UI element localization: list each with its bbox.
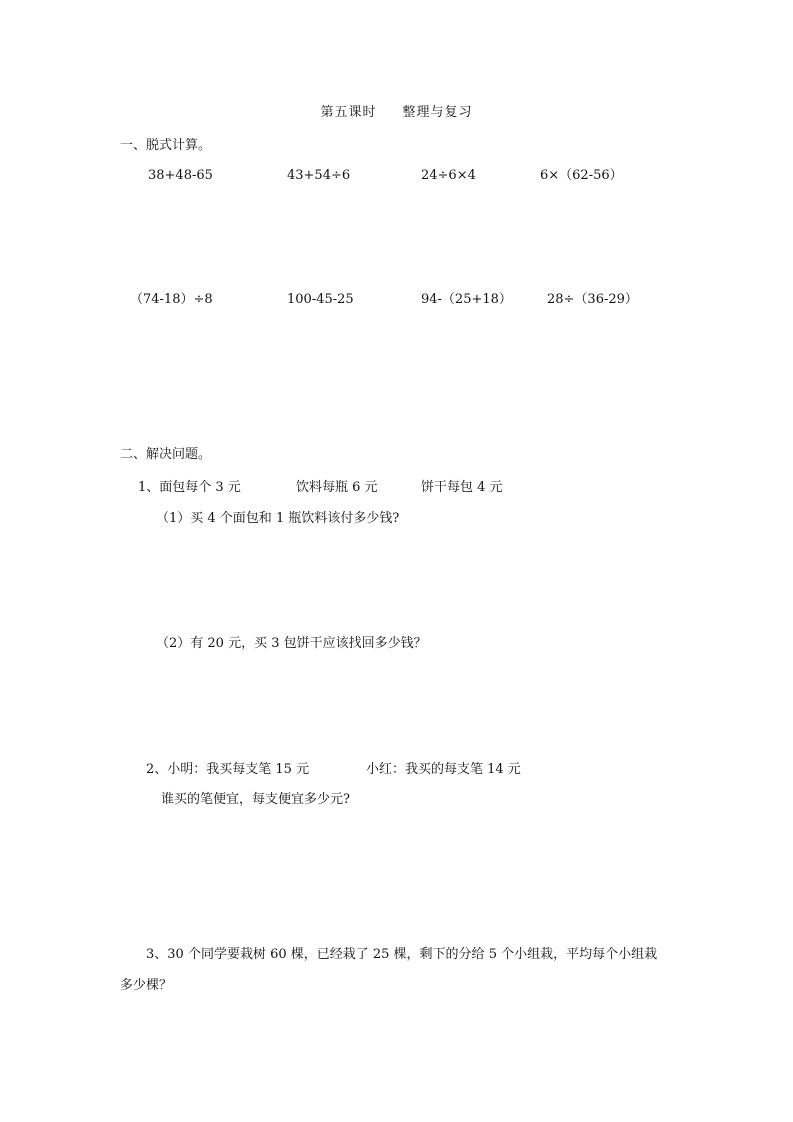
expression-4: 6×（62-56） — [540, 168, 623, 183]
expression-7: 94-（25+18） — [421, 292, 512, 307]
statement-xiaohong: 小红：我买的每支笔 14 元 — [366, 762, 521, 777]
expression-6: 100-45-25 — [287, 292, 354, 307]
price-bread: 1、面包每个 3 元 — [138, 480, 241, 495]
price-drink: 饮料每瓶 6 元 — [296, 480, 378, 495]
section2-heading: 二、解决问题。 — [120, 447, 212, 462]
lesson-topic: 整理与复习 — [402, 105, 473, 120]
question-3-line2: 多少棵？ — [120, 978, 173, 993]
question-1-2: （2）有 20 元，买 3 包饼干应该找回多少钱？ — [156, 636, 427, 651]
expression-2: 43+54÷6 — [287, 168, 351, 183]
question-1-1: （1）买 4 个面包和 1 瓶饮料该付多少钱? — [156, 511, 400, 526]
lesson-label: 第五课时 — [320, 105, 377, 120]
expression-3: 24÷6×4 — [421, 168, 476, 183]
expression-1: 38+48-65 — [148, 168, 213, 183]
expression-5: （74-18）÷8 — [130, 292, 213, 307]
statement-xiaoming: 2、小明：我买每支笔 15 元 — [146, 762, 310, 777]
price-biscuit: 饼干每包 4 元 — [421, 480, 503, 495]
page-title — [0, 105, 793, 121]
expression-8: 28÷（36-29） — [547, 292, 638, 307]
section1-heading: 一、脱式计算。 — [120, 138, 212, 153]
question-3-line1: 3、30 个同学要栽树 60 棵，已经栽了 25 棵，剩下的分给 5 个小组栽，平均每个小组栽 — [146, 947, 658, 962]
question-2: 谁买的笔便宜，每支便宜多少元? — [161, 792, 350, 807]
